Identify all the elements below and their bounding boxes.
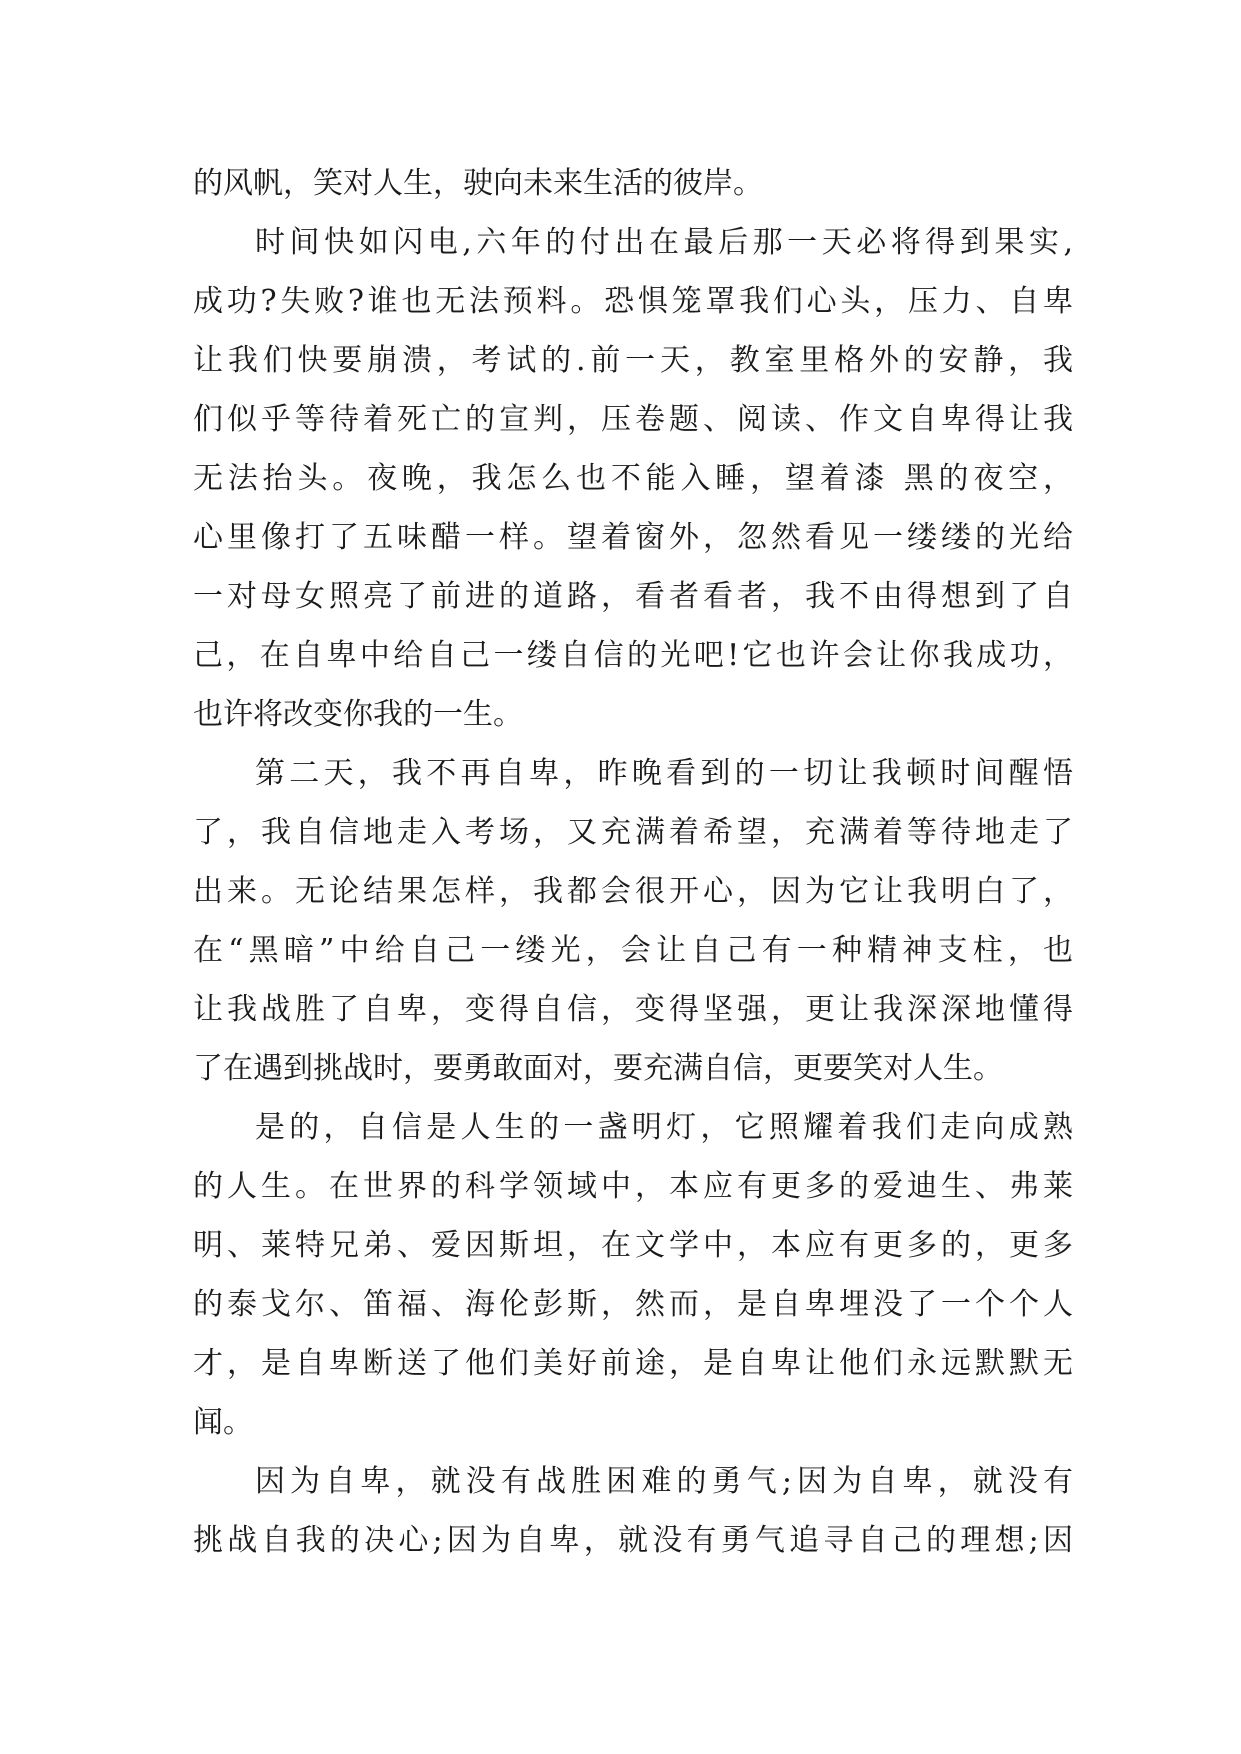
text-line: 让我战胜了自卑，变得自信，变得坚强，更让我深深地懂得 [193,992,1073,1027]
text-line: 们似乎等待着死亡的宣判，压卷题、阅读、作文自卑得让我 [193,402,1073,437]
text-line: 在“黑暗”中给自己一缕光，会让自己有一种精神支柱，也 [193,933,1073,968]
text-line: 了，我自信地走入考场，又充满着希望，充满着等待地走了 [193,815,1073,850]
text-line: 出来。无论结果怎样，我都会很开心，因为它让我明白了， [193,874,1073,909]
text-line: 因为自卑，就没有战胜困难的勇气;因为自卑，就没有 [255,1464,1073,1499]
text-line: 的风帆，笑对人生，驶向未来生活的彼岸。 [193,166,763,201]
text-line: 挑战自我的决心;因为自卑，就没有勇气追寻自己的理想;因 [193,1523,1073,1558]
text-line: 是的，自信是人生的一盏明灯，它照耀着我们走向成熟 [255,1110,1073,1145]
body-text [193,154,1073,1570]
text-line: 一对母女照亮了前进的道路，看者看者，我不由得想到了自 [193,579,1073,614]
text-line: 让我们快要崩溃，考试的.前一天，教室里格外的安静，我 [193,343,1073,378]
text-line: 心里像打了五味醋一样。望着窗外，忽然看见一缕缕的光给 [193,520,1073,555]
text-line: 闻。 [193,1405,253,1440]
text-line: 无法抬头。夜晚，我怎么也不能入睡，望着漆 黑的夜空， [193,461,1073,496]
text-line: 时间快如闪电,六年的付出在最后那一天必将得到果实, [255,225,1073,260]
text-line: 也许将改变你我的一生。 [193,697,523,732]
text-line: 明、莱特兄弟、爱因斯坦，在文学中，本应有更多的，更多 [193,1228,1073,1263]
text-lines [193,154,1073,1570]
text-line: 第二天，我不再自卑，昨晚看到的一切让我顿时间醒悟 [255,756,1073,791]
text-line: 了在遇到挑战时，要勇敢面对，要充满自信，更要笑对人生。 [193,1051,1003,1086]
text-line: 的人生。在世界的科学领域中，本应有更多的爱迪生、弗莱 [193,1169,1073,1204]
text-line: 的泰戈尔、笛福、海伦彭斯，然而，是自卑埋没了一个个人 [193,1287,1073,1322]
text-line: 己，在自卑中给自己一缕自信的光吧!它也许会让你我成功， [193,638,1073,673]
text-line: 成功?失败?谁也无法预料。恐惧笼罩我们心头，压力、自卑 [193,284,1073,319]
text-line: 才，是自卑断送了他们美好前途，是自卑让他们永远默默无 [193,1346,1073,1381]
